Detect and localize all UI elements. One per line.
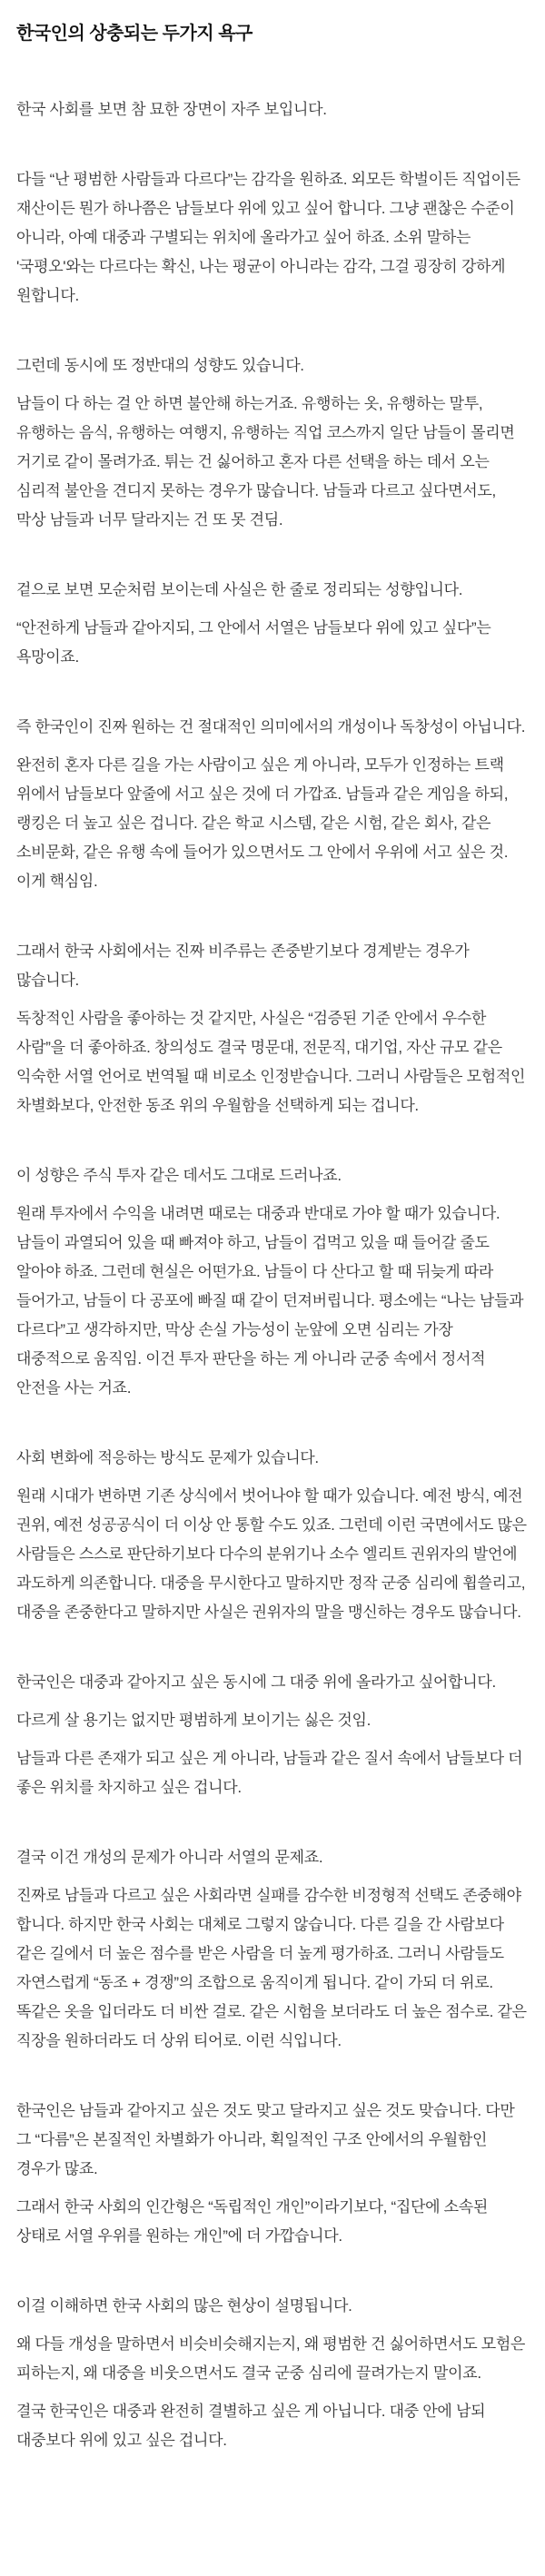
paragraph: 이걸 이해하면 한국 사회의 많은 현상이 설명됩니다. [16, 2297, 352, 2314]
paragraph: “안전하게 남들과 같아지되, 그 안에서 서열은 남들보다 위에 있고 싶다”는 욕망이죠. [16, 619, 491, 666]
paragraph: 즉 한국인이 진짜 원하는 건 절대적인 의미에서의 개성이나 독창성이 아닙니다. [16, 718, 526, 735]
paragraph: 남들이 다 하는 걸 안 하면 불안해 하는거죠. 유행하는 옷, 유행하는 말투, 유행하는 음식, 유행하는 여행지, 유행하는 직업 코스까지 일단 남들이 몰리면 거기로 같이 몰려가죠. 튀는 건 싫어하고 혼자 다른 선택을 하는 데서 오는 심리적 불안을 견디지 못하는 경우가 많습니다. 남들과 다르고 싶다면서도, 막상 남들과 너무 달라지는 건 또 못 견딤. [16, 395, 515, 528]
paragraph: 진짜로 남들과 다르고 싶은 사회라면 실패를 감수한 비정형적 선택도 존중해야 합니다. 하지만 한국 사회는 대체로 그렇지 않습니다. 다른 길을 간 사람보다 같은 길에서 더 높은 점수를 받은 사람을 더 높게 평가하죠. 그러니 사람들도 자연스럽게 “동조 + 경쟁”의 조합으로 움직이게 됩니다. 같이 가되 더 위로. 똑같은 옷을 입더라도 더 비싼 걸로. 같은 시험을 보더라도 더 높은 점수로. 같은 직장을 원하더라도 더 상위 티어로. 이런 식입니다. [16, 1887, 527, 2049]
paragraph: 겉으로 보면 모순처럼 보이는데 사실은 한 줄로 정리되는 성향입니다. [16, 581, 463, 598]
paragraph: 이 성향은 주식 투자 같은 데서도 그대로 드러나죠. [16, 1167, 342, 1184]
paragraph: 다르게 살 용기는 없지만 평범하게 보이기는 싫은 것임. [16, 1712, 372, 1729]
article-section [16, 2097, 529, 2251]
paragraph: 완전히 혼자 다른 길을 가는 사람이고 싶은 게 아니라, 모두가 인정하는 트랙 위에서 남들보다 앞줄에 서고 싶은 것에 더 가깝죠. 남들과 같은 게임을 하되, 랭킹은 더 높고 싶은 겁니다. 같은 학교 시스템, 같은 시험, 같은 회사, 같은 소비문화, 같은 유행 속에 들어가 있으면서도 그 안에서 우위에 서고 싶은 것. 이게 핵심임. [16, 756, 509, 890]
article-section [16, 713, 529, 896]
article-section [16, 95, 529, 124]
paragraph: 원래 시대가 변하면 기존 상식에서 벗어나야 할 때가 있습니다. 예전 방식, 예전 권위, 예전 성공공식이 더 이상 안 통할 수도 있죠. 그런데 이런 국면에서도 많은 사람들은 스스로 판단하기보다 다수의 분위기나 소수 엘리트 권위자의 발언에 과도하게 의존합니다. 대중을 무시한다고 말하지만 정작 군중 심리에 휩쓸리고, 대중을 존중한다고 말하지만 사실은 권위자의 말을 맹신하는 경우도 많습니다. [16, 1487, 527, 1621]
paragraph: 한국 사회를 보면 참 묘한 장면이 자주 보입니다. [16, 101, 327, 118]
paragraph: 결국 이건 개성의 문제가 아니라 서열의 문제죠. [16, 1849, 323, 1866]
article-section [16, 2292, 529, 2455]
paragraph: 원래 투자에서 수익을 내려면 때로는 대중과 반대로 가야 할 때가 있습니다. 남들이 과열되어 있을 때 빠져야 하고, 남들이 겁먹고 있을 때 들어갈 줄도 알아야 하죠. 그런데 현실은 어떤가요. 남들이 다 산다고 할 때 뒤늦게 따라 들어가고, 남들이 다 공포에 빠질 때 같이 던져버립니다. 평소에는 “나는 남들과 다르다”고 생각하지만, 막상 손실 가능성이 눈앞에 오면 심리는 가장 대중적으로 움직임. 이건 투자 판단을 하는 게 아니라 군중 속에서 정서적 안전을 사는 거죠. [16, 1205, 524, 1397]
paragraph: 그래서 한국 사회에서는 진짜 비주류는 존중받기보다 경계받는 경우가 많습니다. [16, 943, 470, 989]
article-section [16, 1668, 529, 1802]
paragraph: 사회 변화에 적응하는 방식도 문제가 있습니다. [16, 1449, 319, 1466]
article-section [16, 1444, 529, 1627]
paragraph: 한국인은 남들과 같아지고 싶은 것도 맞고 달라지고 싶은 것도 맞습니다. 다만 그 “다름”은 본질적인 차별화가 아니라, 획일적인 구조 안에서의 우월함인 경우가 많죠. [16, 2102, 515, 2177]
paragraph: 한국인은 대중과 같아지고 싶은 동시에 그 대중 위에 올라가고 싶어합니다. [16, 1673, 496, 1691]
paragraph: 다들 “난 평범한 사람들과 다르다”는 감각을 원하죠. 외모든 학벌이든 직업이든 재산이든 뭔가 하나쯤은 남들보다 위에 있고 싶어 합니다. 그냥 괜찮은 수준이 아니라, 아예 대중과 구별되는 위치에 올라가고 싶어 하죠. 소위 말하는 '국평오'와는 다르다는 확신, 나는 평균이 아니라는 감각, 그걸 굉장히 강하게 원합니다. [16, 171, 520, 304]
article-title: 한국인의 상충되는 두가지 욕구 [16, 24, 253, 44]
article-section [16, 1161, 529, 1403]
article-section [16, 576, 529, 672]
article-section [16, 937, 529, 1120]
article-section [16, 165, 529, 311]
paragraph: 그래서 한국 사회의 인간형은 “독립적인 개인”이라기보다, “집단에 소속된 상태로 서열 우위를 원하는 개인”에 더 가깝습니다. [16, 2198, 489, 2245]
paragraph: 왜 다들 개성을 말하면서 비슷비슷해지는지, 왜 평범한 건 싫어하면서도 모험은 피하는지, 왜 대중을 비웃으면서도 결국 군중 심리에 끌려가는지 말이죠. [16, 2335, 526, 2382]
article-section [16, 351, 529, 535]
article-section [16, 1843, 529, 2056]
paragraph: 결국 한국인은 대중과 완전히 결별하고 싶은 게 아닙니다. 대중 안에 남되 대중보다 위에 있고 싶은 겁니다. [16, 2403, 486, 2449]
paragraph: 독창적인 사람을 좋아하는 것 같지만, 사실은 “검증된 기준 안에서 우수한 사람”을 더 좋아하죠. 창의성도 결국 명문대, 전문직, 대기업, 자산 규모 같은 익숙한 서열 언어로 번역될 때 비로소 인정받습니다. 그러니 사람들은 모험적인 차별화보다, 안전한 동조 위의 우월함을 선택하게 되는 겁니다. [16, 1010, 526, 1114]
paragraph: 그런데 동시에 또 정반대의 성향도 있습니다. [16, 357, 304, 374]
paragraph: 남들과 다른 존재가 되고 싶은 게 아니라, 남들과 같은 질서 속에서 남들보다 더 좋은 위치를 차지하고 싶은 겁니다. [16, 1750, 523, 1796]
